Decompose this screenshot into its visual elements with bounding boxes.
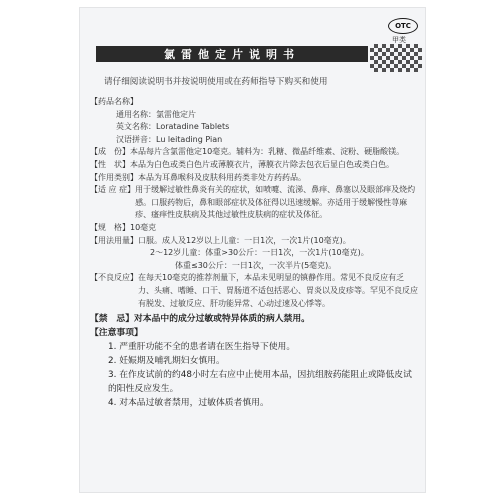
usage-row — [90, 235, 420, 248]
composition-label: 【成 份】 — [90, 147, 130, 157]
usage-row-2 — [90, 247, 420, 260]
appearance-value: 本品为白色或类白色片或薄膜衣片，薄膜衣片除去包衣后显白色或类白色。 — [130, 159, 394, 169]
contraindication-label: 【禁 忌】 — [90, 314, 134, 325]
composition-value: 本品每片含氯雷他定10毫克。辅料为：乳糖、微晶纤维素、淀粉、硬脂酸镁。 — [130, 147, 405, 157]
spec-row — [90, 222, 420, 235]
english-name-label: 英文名称： — [116, 122, 156, 132]
pinyin-value: Lu leitading Pian — [156, 134, 223, 144]
contraindication-row — [90, 312, 420, 326]
otc-badge: OTC — [388, 18, 418, 34]
category-value: 本品为耳鼻喉科及皮肤科用药类非处方药药品。 — [138, 172, 306, 182]
usage-line-2: 2～12岁儿童：体重>30公斤：一日1次，一次1片(10毫克)。 — [150, 248, 369, 258]
caution-item: 4. 对本品过敏者禁用，过敏体质者慎用。 — [108, 398, 269, 409]
pinyin-row — [90, 134, 420, 147]
adverse-value: 在每天10毫克的推荐剂量下，本品未见明显的镇静作用。常见不良反应有乏力、头痛、嗜睡、口干、胃肠道不适包括恶心、胃炎以及皮疹等。罕见不良反应有脱发、过敏反应、肝功能异常、心动过速及心悸等。 — [138, 273, 418, 308]
caution-label: 【注意事项】 — [90, 328, 143, 339]
caution-header — [90, 326, 420, 340]
indication-row — [90, 184, 420, 222]
adverse-row — [90, 272, 420, 310]
category-row — [90, 172, 420, 185]
leaflet-content — [90, 96, 420, 410]
checker-pattern-decoration — [370, 44, 422, 72]
category-label: 【作用类别】 — [90, 172, 138, 182]
generic-name-value: 氯雷他定片 — [156, 109, 196, 119]
spec-value: 10毫克 — [130, 222, 157, 232]
composition-row — [90, 146, 420, 159]
caution-item: 2. 妊娠期及哺乳期妇女慎用。 — [108, 356, 225, 367]
usage-line-1: 口服。成人及12岁以上儿童：一日1次，一次1片(10毫克)。 — [138, 235, 351, 245]
usage-line-3: 体重≤30公斤：一日1次，一次半片(5毫克)。 — [175, 260, 337, 270]
generic-name-row — [90, 109, 420, 122]
drug-name-label: 【药品名称】 — [90, 97, 138, 106]
usage-label: 【用法用量】 — [90, 235, 138, 245]
usage-notice: 请仔细阅读说明书并按说明使用或在药师指导下购买和使用 — [104, 77, 328, 87]
leaflet-sheet — [80, 8, 425, 492]
english-name-value: Loratadine Tablets — [156, 122, 230, 132]
contraindication-value: 对本品中的成分过敏或特异体质的病人禁用。 — [134, 314, 310, 325]
generic-name-label: 通用名称： — [116, 109, 156, 119]
english-name-row — [90, 121, 420, 134]
otc-category: 甲类 — [392, 36, 406, 44]
pinyin-label: 汉语拼音： — [116, 134, 156, 144]
caution-item: 3. 在作皮试前的约48小时左右应中止使用本品，因抗组胺药能阻止或降低皮试的阳性反应发生。 — [108, 370, 412, 395]
leaflet-title-banner: 氯雷他定片说明书 — [96, 46, 368, 62]
indication-label: 【适 应 症】 — [90, 185, 136, 195]
caution-item: 1. 严重肝功能不全的患者请在医生指导下使用。 — [108, 342, 296, 353]
drug-name-header — [90, 96, 420, 109]
usage-row-3 — [90, 260, 420, 273]
appearance-label: 【性 状】 — [90, 159, 130, 169]
indication-value: 用于缓解过敏性鼻炎有关的症状，如喷嚏、流涕、鼻痒、鼻塞以及眼部痒及烧灼感。口服药物后，鼻和眼部症状及体征得以迅速缓解。亦适用于缓解慢性荨麻疹、瘙痒性皮肤病及其他过敏性皮肤病的症状及体征。 — [135, 185, 416, 220]
spec-label: 【规 格】 — [90, 222, 130, 232]
adverse-label: 【不良反应】 — [90, 273, 138, 283]
appearance-row — [90, 159, 420, 172]
